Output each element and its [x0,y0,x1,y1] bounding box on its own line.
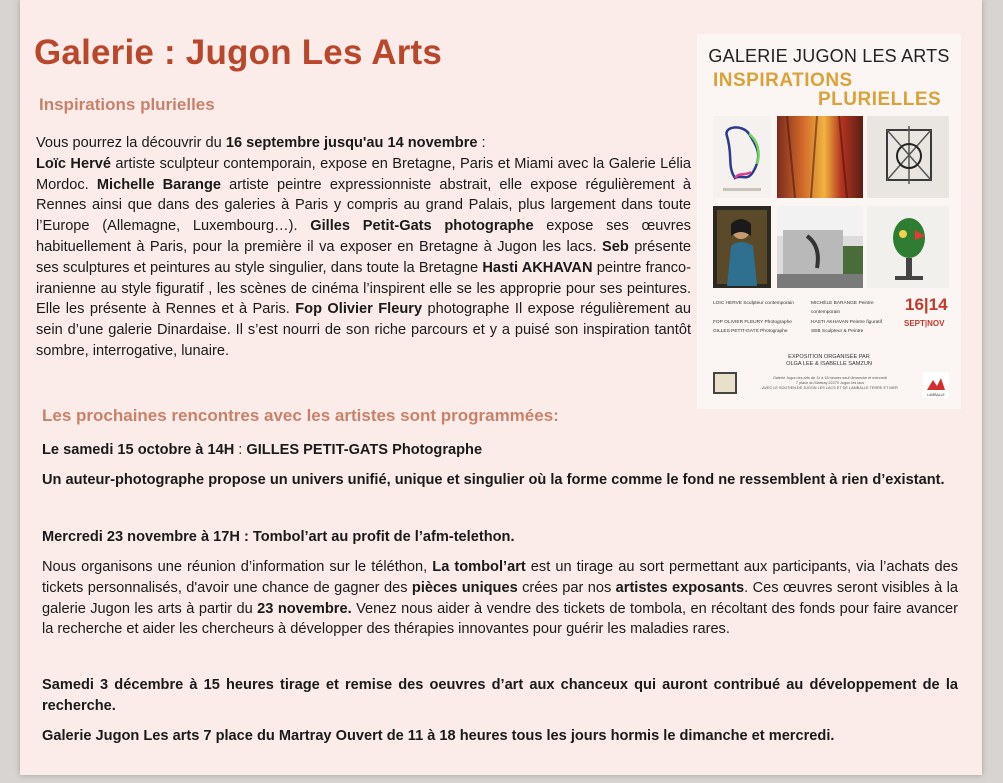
artist-description: présente ses sculptures et peintures au style singulier, dans toute la Bretagne [36,238,691,276]
rencontres-heading: Les prochaines rencontres avec les artistes sont programmées: [42,406,559,425]
event-2-emphasis: pièces uniques [411,579,518,596]
poster-expo-label: EXPOSITION ORGANISÉE PAR [788,354,870,360]
event-1-separator: : [234,442,247,458]
poster-title: GALERIE JUGON LES ARTS [708,46,950,66]
intro-prefix: Vous pourrez la découvrir du [36,135,226,151]
poster-artist: GILLES PETIT-GATS Photographe [713,329,788,335]
poster-footer-line: 7 place du Martray 22270 Jugon les lacs [795,381,865,386]
artist-name: Hasti AKHAVAN [482,259,593,276]
artist-description: photographe Il expose régulièrement au sein d’une galerie Dinardaise. Il s’est nourri de son riche parcours et y a puisé son inspiration tantôt sombre, interrogative, lunaire. [36,301,691,359]
event-2-emphasis: La tombol’art [432,559,526,575]
artist-description: artiste sculpteur contemporain, expose en Bretagne, Paris et Miami avec la Galerie Lélia Mordoc. [36,155,691,193]
poster-organiser-names: OLGA LEE & ISABELLE SAMZUN [786,361,872,367]
event-2-description [42,557,958,640]
event-1-description: Un auteur-photographe propose un univers unifié, unique et singulier où la forme comme le fond ne ressemblent à rien d’existant. [42,472,945,488]
event-2-text: Nous organisons une réunion d’information sur le téléthon, [42,559,433,575]
poster-artist: HASTI AKHAVAN Peintre figuratif [811,319,883,325]
page-title: Galerie : Jugon Les Arts [34,33,443,72]
page-subtitle: Inspirations plurielles [39,95,215,114]
poster-footer [741,376,919,392]
event-1-artist: GILLES PETIT-GATS Photographe [246,442,483,458]
poster-subtitle-1: INSPIRATIONS [713,70,853,91]
artwork-portrait-painting-thumb [713,206,771,288]
artist-name: Seb [601,238,629,255]
artist-description: peintre franco-iranienne au style figuratif , les scènes de cinéma l’inspirent elle se les approprie pour ses peintures. Elle les présente à Rennes et à Paris. [36,259,691,318]
artist-name: Fop Olivier Fleury [295,301,423,318]
poster-footer-line: AVEC LE SOUTIEN DE JUGON LES LACS ET DE LAMBALLE TERRE ET MER [762,386,898,391]
intro-dates: 16 septembre jusqu'au 14 novembre [225,135,478,151]
artwork-metal-sculpture-thumb [867,116,949,198]
artwork-abstract-painting-thumb [777,116,863,198]
artist-name: Gilles Petit-Gats photographe [310,218,534,235]
event-3-description: Samedi 3 décembre à 15 heures tirage et remise des oeuvres d’art aux chanceux qui auront contribué au développement de la recherche. [42,677,958,714]
lamballe-logo-icon [923,372,949,398]
event-2-text: est un tirage au sort permettant aux participants, via l’achats des tickets personnalisés, d'avoir une chance de gagner des [42,559,958,596]
artist-description: artiste peintre expressionniste abstrait, elle expose régulièrement à Rennes ainsi que dans des galeries à Paris y compris au grand Palais, plus largement dans toute l’Europe (Allemagne, Luxembourg…). [36,176,691,235]
intro-paragraph [36,133,691,362]
artist-name: Michelle Barange [96,176,222,193]
intro-suffix: : [477,135,486,151]
event-1-date: Le samedi 15 octobre à 14H [42,442,235,458]
poster-months: SEPT|NOV [904,319,945,328]
event-2-emphasis: 23 novembre. [257,600,352,617]
poster-subtitle-2: PLURIELLES [818,89,942,110]
poster-organisers [727,354,931,368]
poster-artist: LOIC HERVE Sculpteur contemporain [713,301,794,306]
poster-artist: MICHÈLE BARANGE Peintre contemporain [811,301,874,316]
event-2-title: Mercredi 23 novembre à 17H : Tombol’art au profit de l’afm-telethon. [42,529,515,545]
event-1-title [42,440,958,461]
poster-dates: 16|14 [905,295,948,314]
event-2-text: Venez nous aider à vendre des tickets de tombola, en récoltant des fonds pour faire avancer la recherche et aider les chercheurs à développer des thérapies innovantes pour guérir les maladies rares. [42,600,958,638]
document-page [20,0,982,775]
gallery-info: Galerie Jugon Les arts 7 place du Martray Ouvert de 11 à 18 heures tous les jours hormis le dimanche et mercredi. [42,728,835,744]
jugon-crest-icon [713,372,737,394]
artwork-street-photo-thumb [777,206,863,288]
lamballe-logo-text: LAMBALLE [927,393,945,397]
event-2-text: crées par nos [517,579,616,596]
poster-artist: SEB Sculpteur & Peintre [811,329,864,335]
event-2-emphasis: artistes exposants [615,579,745,596]
poster-artist-list [713,299,903,337]
event-2-text: . Ces œuvres seront visibles à la galerie Jugon les arts à partir du [42,579,958,617]
intro-dates-line [36,133,691,154]
artist-description: expose ses œuvres habituellement à Paris, pour la première il va exposer en Bretagne à Jugon les lacs. [36,218,691,255]
artist-name: Loïc Hervé [36,155,111,172]
artwork-sculpture-thumb [713,116,771,198]
poster-footer-line: Galerie Jugon les arts de 11 à 18 heures sauf dimanche et mercredi [772,376,888,380]
exhibition-poster [697,34,961,409]
poster-artist: FOP OLIVIER FLEURY Photographe [713,319,792,325]
artwork-mask-sculpture-thumb [867,206,949,288]
